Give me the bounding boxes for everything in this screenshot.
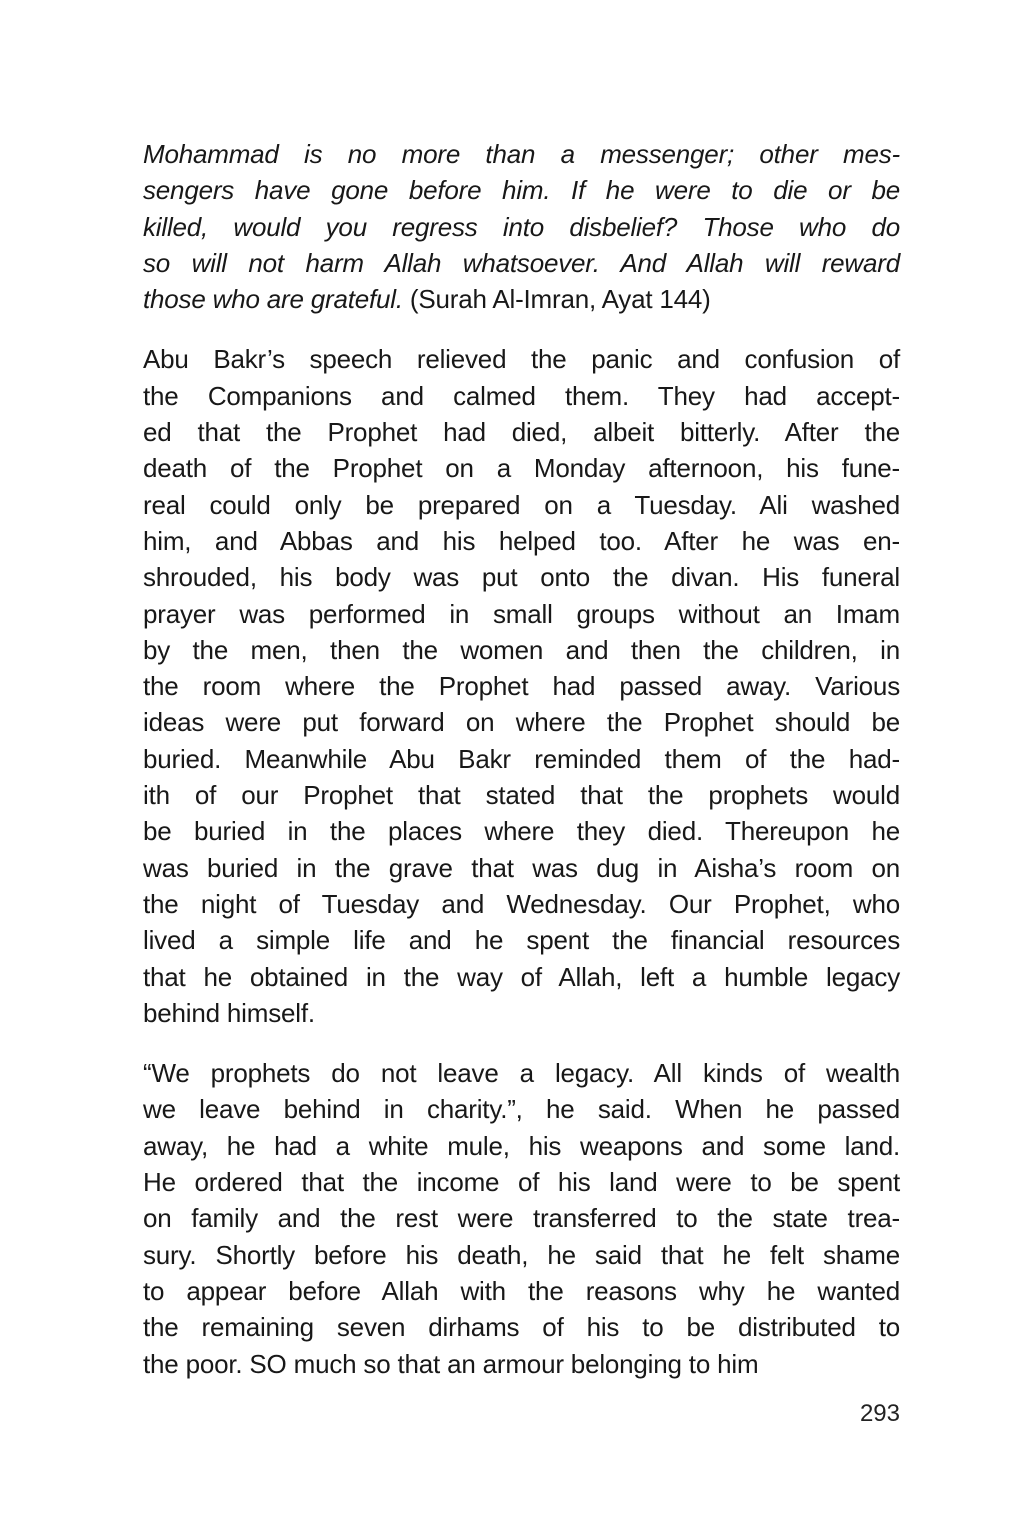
- text-segment: by the men, then the women and then the children, in: [143, 634, 900, 665]
- text-segment: He ordered that the income of his land were to be spent: [143, 1167, 900, 1198]
- text-segment: real could only be prepared on a Tuesday. Ali washed: [143, 489, 900, 520]
- text-segment: the Companions and calmed them. They had accept-: [143, 380, 900, 411]
- text-line: [143, 1346, 900, 1382]
- text-segment: prayer was performed in small groups without an Imam: [143, 598, 900, 629]
- text-segment: death of the Prophet on a Monday afternoon, his fune-: [143, 453, 900, 484]
- text-segment: (Surah Al-Imran, Ayat 144): [409, 284, 711, 315]
- text-line: [143, 450, 900, 486]
- italic-text-segment: those who are grateful.: [143, 284, 410, 315]
- text-line: [143, 281, 900, 317]
- text-line: [143, 596, 900, 632]
- text-segment: Abu Bakr’s speech relieved the panic and confusion of: [143, 344, 900, 375]
- text-line: [143, 487, 900, 523]
- text-line: [143, 1055, 900, 1091]
- text-segment: ith of our Prophet that stated that the prophets would: [143, 780, 900, 811]
- text-segment: that he obtained in the way of Allah, left a humble legacy: [143, 961, 900, 992]
- text-line: [143, 777, 900, 813]
- text-line: [143, 850, 900, 886]
- text-segment: “We prophets do not leave a legacy. All kinds of wealth: [143, 1058, 900, 1089]
- text-line: [143, 559, 900, 595]
- text-segment: to appear before Allah with the reasons why he wanted: [143, 1275, 900, 1306]
- text-segment: away, he had a white mule, his weapons and some land.: [143, 1130, 900, 1161]
- text-line: [143, 959, 900, 995]
- text-line: [143, 922, 900, 958]
- page-body: [143, 136, 900, 1382]
- text-line: [143, 1200, 900, 1236]
- text-segment: sury. Shortly before his death, he said that he felt shame: [143, 1239, 900, 1270]
- text-line: [143, 1237, 900, 1273]
- text-line: [143, 995, 900, 1031]
- text-segment: the night of Tuesday and Wednesday. Our Prophet, who: [143, 888, 900, 919]
- italic-text-segment: so will not harm Allah whatsoever. And Allah will reward: [143, 247, 900, 278]
- text-line: [143, 523, 900, 559]
- text-segment: buried. Meanwhile Abu Bakr reminded them of the had-: [143, 743, 900, 774]
- body-paragraph-1: [143, 341, 900, 1031]
- text-segment: we leave behind in charity.”, he said. When he passed: [143, 1094, 900, 1125]
- text-line: [143, 1128, 900, 1164]
- text-line: [143, 668, 900, 704]
- text-segment: the poor. SO much so that an armour belonging to him: [143, 1348, 759, 1379]
- text-line: [143, 378, 900, 414]
- italic-text-segment: sengers have gone before him. If he were to die or be: [143, 175, 900, 206]
- text-line: [143, 813, 900, 849]
- body-paragraph-2: [143, 1055, 900, 1382]
- quran-quote-paragraph: [143, 136, 900, 317]
- text-segment: behind himself.: [143, 997, 315, 1028]
- text-line: [143, 632, 900, 668]
- text-segment: him, and Abbas and his helped too. After he was en-: [143, 525, 900, 556]
- text-line: [143, 1164, 900, 1200]
- text-line: [143, 741, 900, 777]
- text-segment: lived a simple life and he spent the financial resources: [143, 925, 900, 956]
- page-number: 293: [859, 1400, 900, 1427]
- text-line: [143, 341, 900, 377]
- text-segment: ideas were put forward on where the Prophet should be: [143, 707, 900, 738]
- text-segment: on family and the rest were transferred to the state trea-: [143, 1203, 900, 1234]
- text-line: [143, 1273, 900, 1309]
- text-segment: ed that the Prophet had died, albeit bitterly. After the: [143, 417, 900, 448]
- text-line: [143, 886, 900, 922]
- italic-text-segment: killed, would you regress into disbelief? Those who do: [143, 211, 900, 242]
- text-line: [143, 704, 900, 740]
- text-segment: the room where the Prophet had passed away. Various: [143, 671, 900, 702]
- text-line: [143, 136, 900, 172]
- text-line: [143, 245, 900, 281]
- text-line: [143, 172, 900, 208]
- text-line: [143, 209, 900, 245]
- text-segment: be buried in the places where they died. Thereupon he: [143, 816, 900, 847]
- text-segment: shrouded, his body was put onto the divan. His funeral: [143, 562, 900, 593]
- text-line: [143, 414, 900, 450]
- text-line: [143, 1309, 900, 1345]
- text-segment: the remaining seven dirhams of his to be distributed to: [143, 1312, 900, 1343]
- italic-text-segment: Mohammad is no more than a messenger; other mes-: [143, 139, 900, 169]
- text-line: [143, 1091, 900, 1127]
- text-segment: was buried in the grave that was dug in Aisha’s room on: [143, 852, 900, 883]
